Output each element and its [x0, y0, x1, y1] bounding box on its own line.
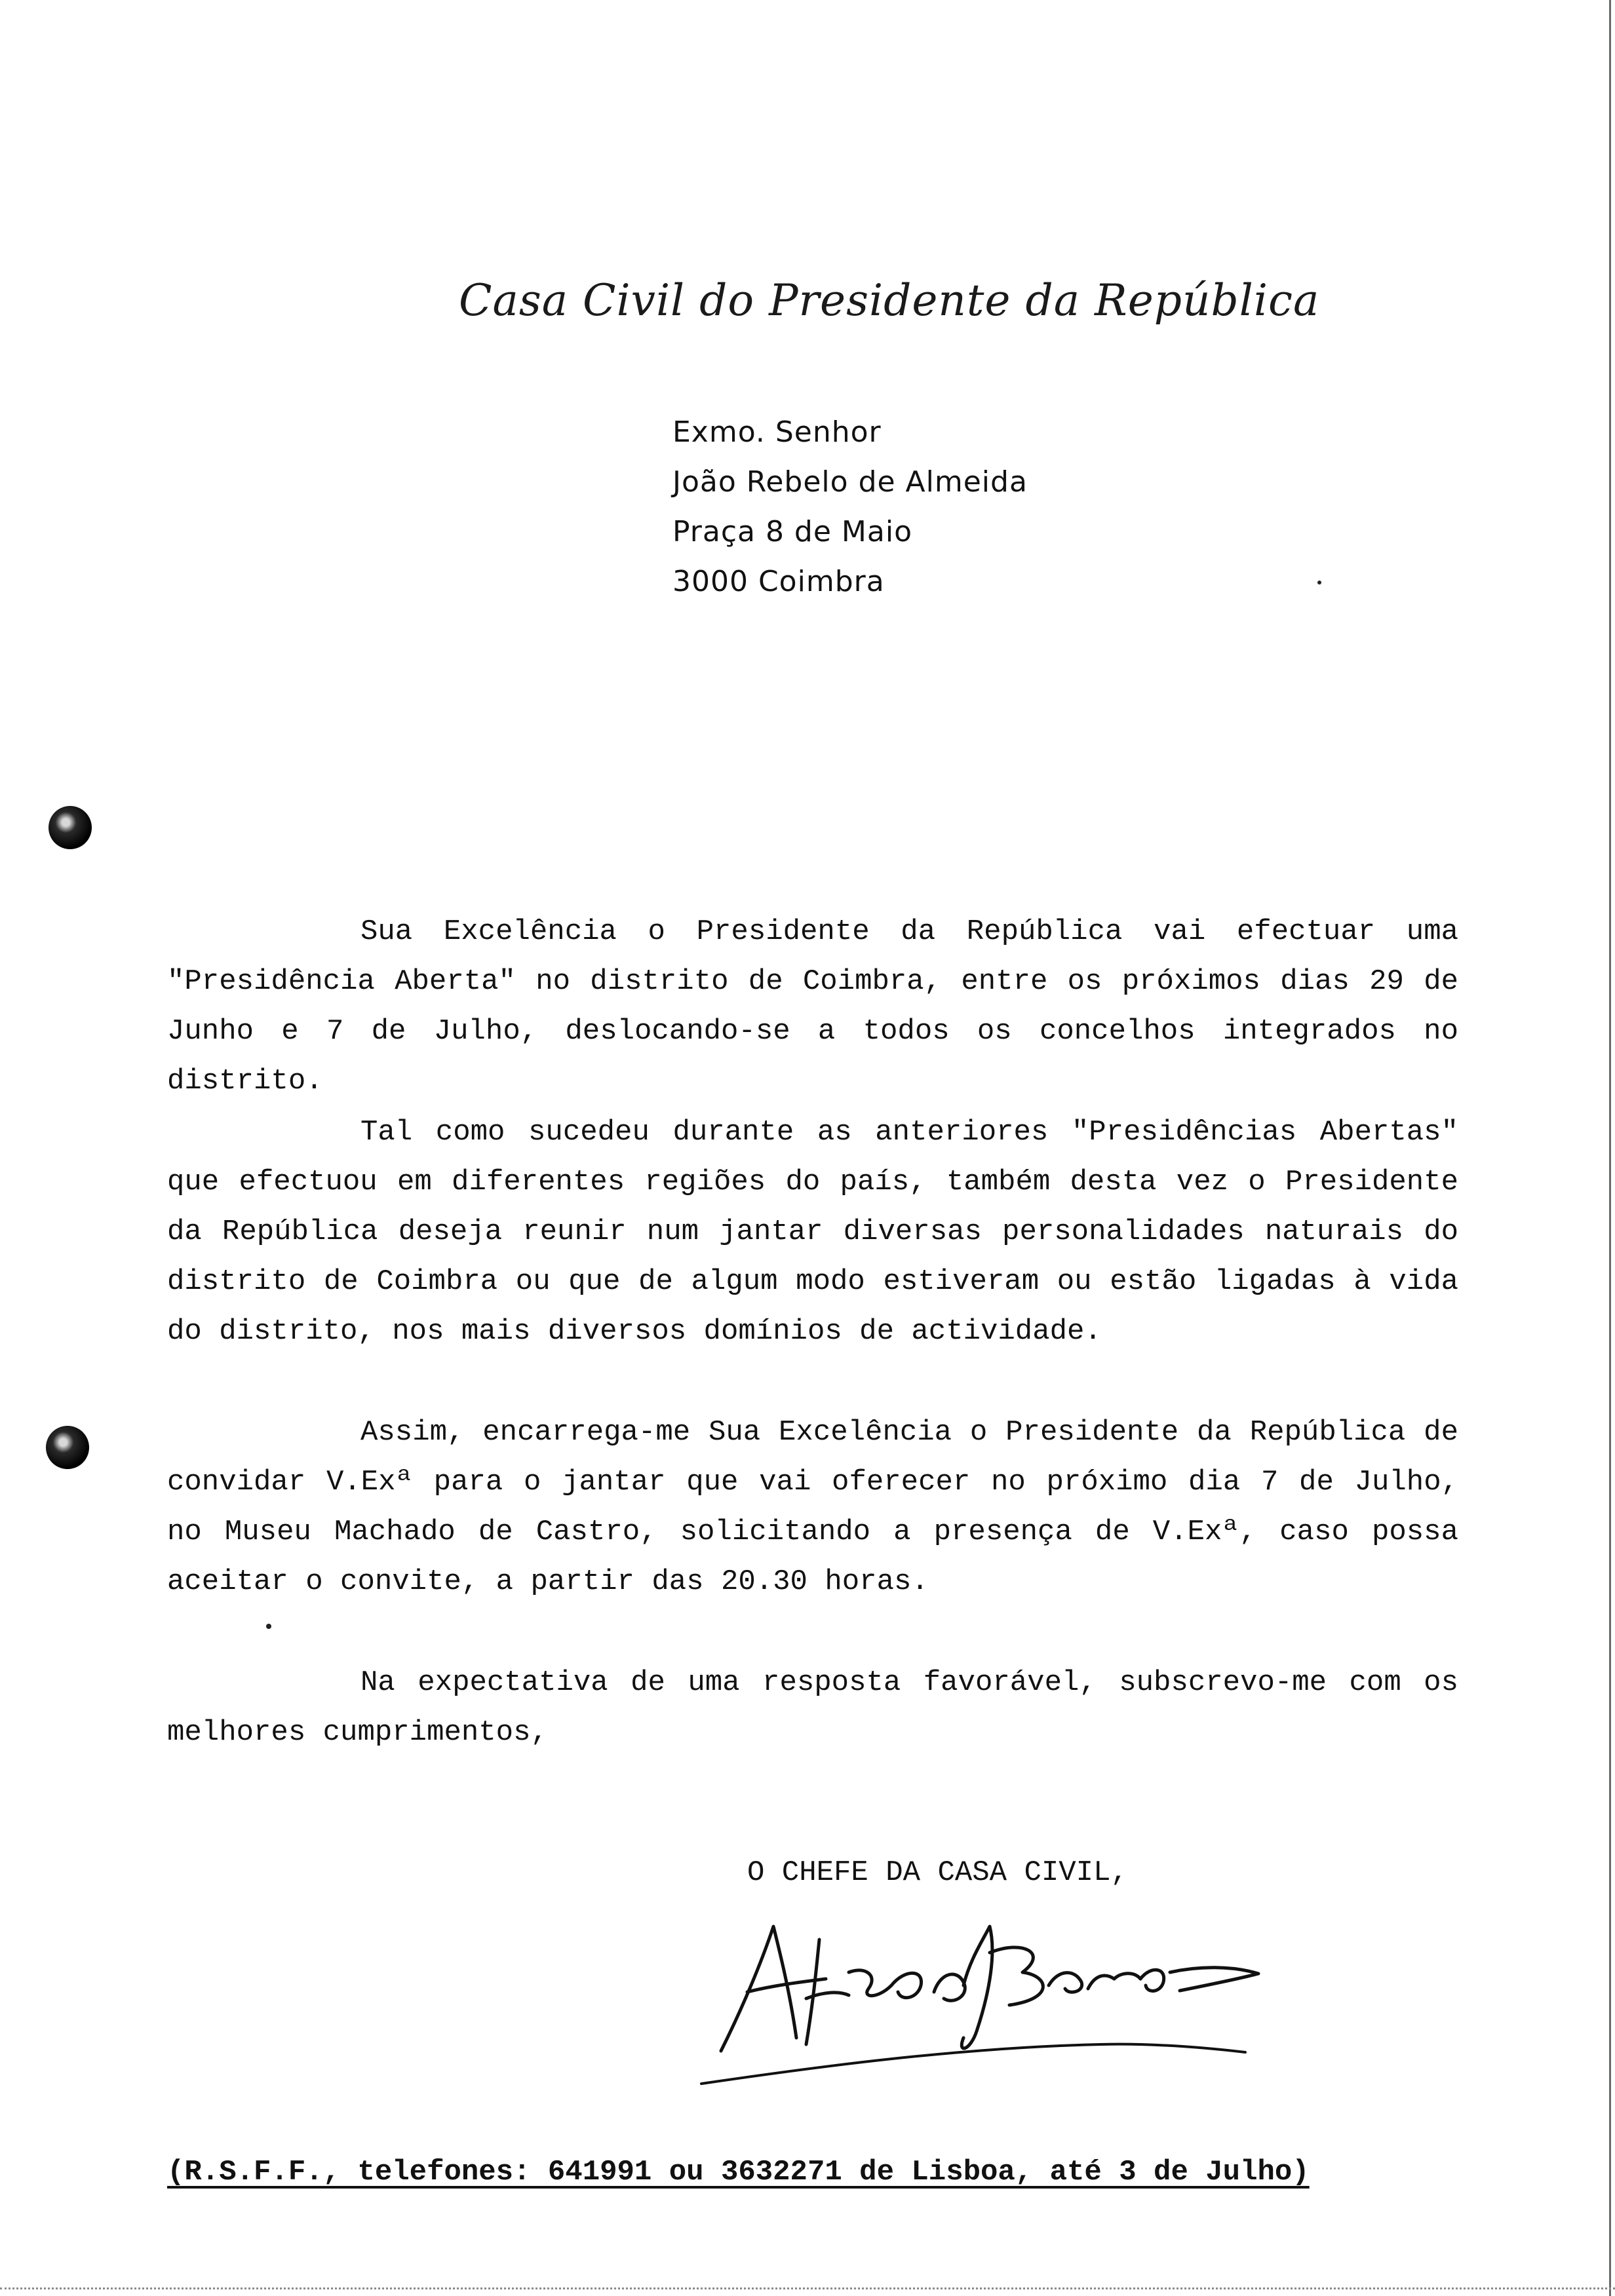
- paragraph-1: [167, 907, 1458, 1106]
- paragraph-4-text: Na expectativa de uma resposta favorável, subscrevo-me com os melhores cumprimentos,: [167, 1666, 1458, 1749]
- signoff-title: O CHEFE DA CASA CIVIL,: [747, 1856, 1128, 1889]
- address-city: 3000 Coimbra: [672, 565, 885, 598]
- recipient-address: [672, 408, 1028, 607]
- paragraph-1-text: Sua Excelência o Presidente da República vai efectuar uma "Presidência Aberta" no distrito de Coimbra, entre os próximos dias 29 de Junho e 7 de Julho, deslocando-se a todos os concelhos integrados no distrito.: [167, 915, 1458, 1098]
- paragraph-2-text: Tal como sucedeu durante as anteriores "Presidências Abertas" que efectuou em diferentes regiões do país, também desta vez o Presidente da República deseja reunir num jantar diversas personalidades naturais do distrito de Coimbra ou que de algum modo estiveram ou estão ligadas à vida do distrito, nos mais diversos domínios de actividade.: [167, 1116, 1458, 1348]
- paper-speck: [1317, 581, 1321, 584]
- paragraph-2: [167, 1107, 1458, 1356]
- paragraph-3: [167, 1407, 1458, 1607]
- address-salutation: Exmo. Senhor: [672, 415, 882, 449]
- punch-hole-top: [49, 806, 92, 849]
- paper-speck: [266, 1624, 271, 1629]
- address-street: Praça 8 de Maio: [672, 515, 912, 548]
- handwritten-signature: [682, 1913, 1298, 2090]
- page-edge-right: [1609, 0, 1611, 2296]
- letterhead: Casa Civil do Presidente da República: [459, 275, 1320, 326]
- address-name: João Rebelo de Almeida: [672, 465, 1028, 499]
- page-edge-bottom: [0, 2287, 1615, 2289]
- paragraph-3-text: Assim, encarrega-me Sua Excelência o Presidente da República de convidar V.Exª para o jantar que vai oferecer no próximo dia 7 de Julho, no Museu Machado de Castro, solicitando a presença de V.Exª, caso possa aceitar o convite, a partir das 20.30 horas.: [167, 1416, 1458, 1598]
- paragraph-4: [167, 1658, 1458, 1757]
- punch-hole-bottom: [46, 1426, 89, 1469]
- contact-footer: (R.S.F.F., telefones: 641991 ou 3632271 de Lisboa, até 3 de Julho): [167, 2156, 1310, 2189]
